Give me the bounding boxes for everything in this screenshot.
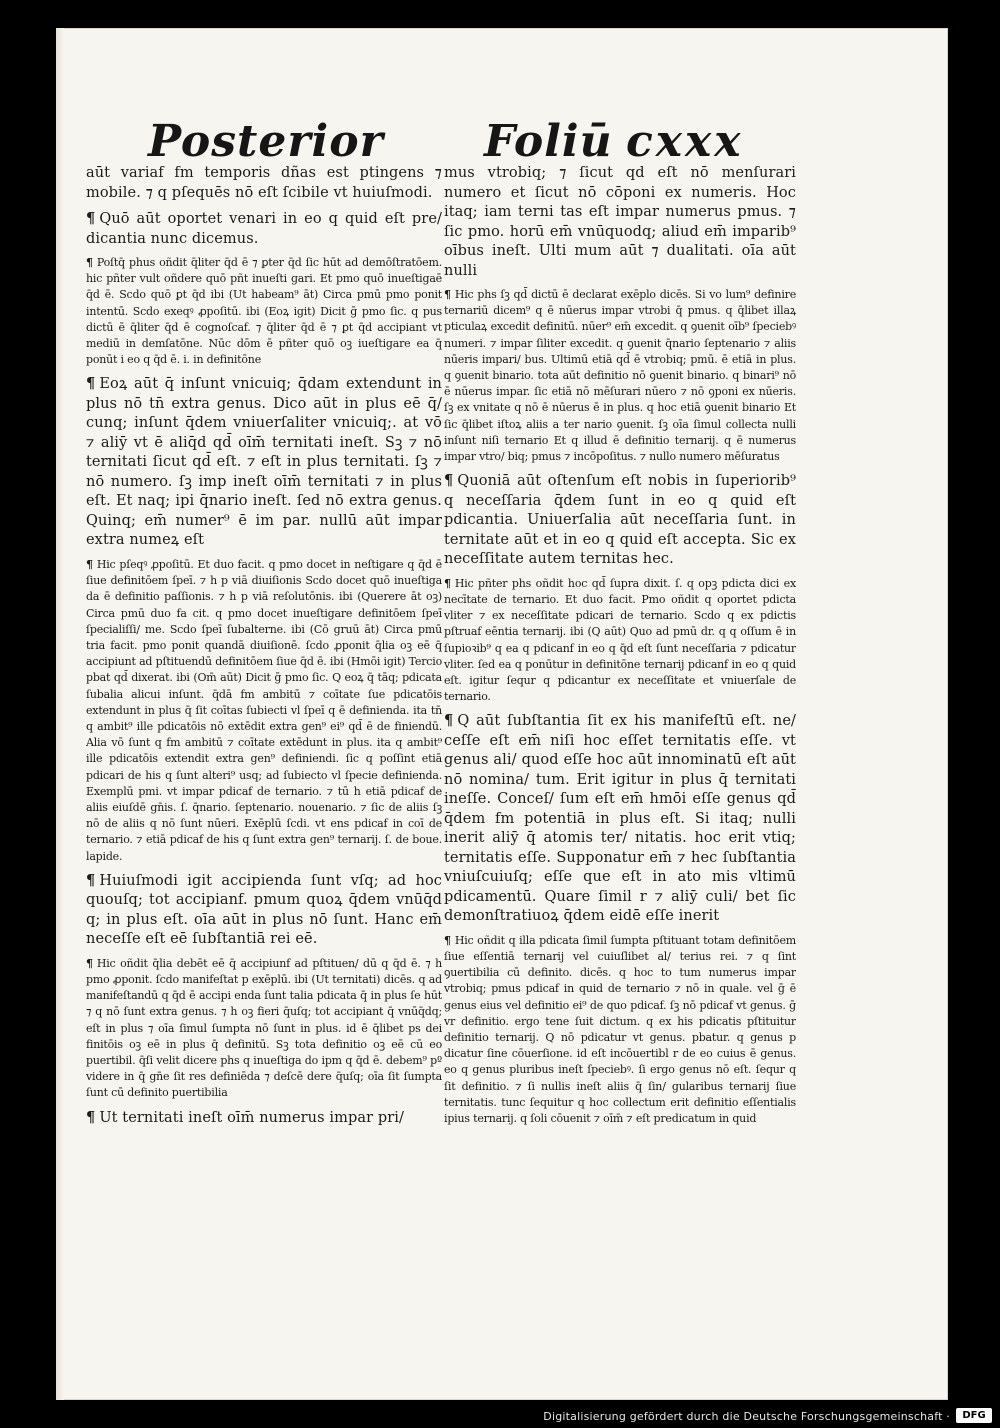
paragraph-mark: ¶ [86,375,96,393]
paragraph-text: Huiuſmodi igit accipienda ſunt vſq; ad hoc quouſq; tot accipianf. pmum quoꝝ q̄dem vnūq̄d q; in plus eſt. oīa aūt in plus nō ſunt. Hanc em̄ neceſſe eſt eē ſubſtantiā rei eē. [86,872,442,948]
paragraph-mark: ¶ [86,1108,96,1126]
text-paragraph [444,471,796,570]
text-paragraph [444,164,796,281]
paragraph-mark: ¶ [86,210,96,227]
paragraph-text: Eoꝝ aūt q̄ inſunt vnicuiq; q̄dam extendunt in plus nō tn̄ extra genus. Dico aūt in plus eē q̄/ cunq; inſunt q̄dem vniuerſaliter vnicuiq;. at vō ⁊ aliȳ vt ē aliq̄d qd̄ oīm̄ ternitati ineſt. Sꝫ ⁊ nō ternitati ſicut qd̄ eſt. ⁊ eſt in plus ternitati. ſꝫ ⁊ nō numero. ſꝫ imp ineſt oīm̄ ternitati ⁊ in plus eſt. Et naq; ipi q̄nario ineſt. ſed nō extra genus. Quinq; em̄ numer⁹ ē im par. nullū aūt impar extra numeꝝ eſt [86,376,442,549]
folio-number: cxxx [626,116,744,167]
paragraph-text: mus vtrobiq; ⁊ ſicut qd̄ eſt nō menſurari numero et ſicut nō cōponi ex numeris. Hoc itaq; iam terni tas eſt impar numerus pmus. ⁊ ſic pmo. horū em̄ vnūquodq; aliud em̄ imparib⁹ oībus ineſt. Ulti mum aūt ⁊ dualitati. oīa aūt nulli [444,165,796,279]
paragraph-mark: ¶ [86,557,93,571]
page-spine [56,28,64,1400]
paragraph-text: Hic pñter phs oñdit hoc qd̄ ſupra dixit. ſ. q opꝫ pdicta dici ex necītate de ternario. Et duo facit. Pmo oñdit q oportet pdicta vliter ⁊ ex neceſſitate pdicari de ternario. Scdo q ex pdictis pſtruaf eēntia ternarij. ibi (Q aūt) Quo ad pmū dr. q q oſſum ē in ſupioꝛib⁹ q ea q pdicanf in eo q q̄d eſt ſunt neceſſaria ⁊ pdicatur vliter. ſed ea q ponūtur in definitōne ternarij pdicanf in eo q quid eſt. igitur ſequr q pdicantur ex neceſſitate et vniuerſale de ternario. [444,576,796,704]
paragraph-text: Hic oñdit q̄lia debēt eē q̄ accipiunf ad pſtituen/ dū q q̄d ē. ⁊ h pmo ꝓponit. ſcdo manifeſtat p exēplū. ibi (Ut ternitati) dicēs. q ad manifeſtandū q q̄d ē accipi enda ſunt talia pdicata q̄ in plus ſe hūt ⁊ q nō ſunt extra genus. ⁊ h oꝫ fieri q̄uſq; tot accipiant q̄ vnūq̄dq; eſt in plus ⁊ oīa ſimul ſumpta nō ſunt in plus. id ē q̄libet ps dei finitōis oꝫ eē in plus q̄ definitū. Sꝫ tota definitio oꝫ eē cū eo puertibil. q̄ſi velit dicere phs q inueſtiga do ipm q q̄d ē. debem⁹ pº videre in q̄ gn̄e ſit res definiēda ⁊ deſcē dere q̄uſq; oīa ſit ſumpta ſunt cū definito puertibilia [86,956,442,1100]
paragraph-text: Poſtq̄ phus oñdit q̄liter q̄d ē ⁊ ꝑter q̄d ſic hūt ad demōſtratōem. hic pñter vult oñdere quō pñt inueſti gari. Et pmo quō inueſtigaē q̄d ē. Scdo quō ꝑt q̄d ibi (Ut habeam⁹ āt) Circa pmū pmo ponit intentū. Scdo exeqꝰ ꝓpoſitū. ibi (Eoꝝ igit) Dicit ḡ pmo ſic. q pus dictū ē q̄liter q̄d ē cognoſcaf. ⁊ q̄liter q̄d ē ⁊ ꝑt q̄d accipiant vt mediū in demſatōne. Nūc dōm ē pñter quō oꝫ iueſtigare ea q̄ ponūt i eo q q̄d ē. i. in definitōne [86,256,442,367]
paragraph-mark: ¶ [444,472,454,490]
paragraph-mark: ¶ [86,956,93,970]
paragraph-text: aūt variaf fm temporis dñas est ptingens ⁊ mobile. ⁊ q pſequēs nō eſt ſcibile vt huiuſmodi. [86,165,442,201]
text-paragraph [86,164,442,203]
commentary-paragraph [444,287,796,465]
paragraph-text: Q aūt ſubſtantia ſit ex his manifeſtū eſt. ne/ ceſſe eſt em̄ niſi hoc eſſet ternitatis eſſe. vt genus ali/ quod eſſe hoc aūt innominatū eſt aūt nō nomina/ tum. Erit igitur in plus q̄ ternitati ineſſe. Conceſ/ ſum eſt em̄ hmōi eſſe genus qd̄ q̄dem fm potentiā in plus eſt. Si itaq; nulli inerit aliȳ q̄ atomis ter/ nitatis. hoc erit vtiq; ternitatis eſſe. Supponatur em̄ ⁊ hec ſubſtantia vniuſcuiuſq; eſſe que eſt in ato mis vltimū pdicamentū. Quare ſimil r ⁊ aliȳ culi/ bet ſic demonſtratiuoꝝ q̄dem eidē eſſe inerit [444,713,796,925]
commentary-paragraph [444,933,796,1127]
paragraph-mark: ¶ [444,576,451,590]
paragraph-mark: ¶ [444,288,451,301]
paragraph-mark: ¶ [86,256,93,269]
commentary-paragraph [86,255,442,368]
text-paragraph [444,711,796,927]
paragraph-text: Quō aūt oportet venari in eo q quid eſt pre/ dicantia nunc dicemus. [86,211,442,247]
running-head-folio: Foliū [484,116,613,167]
paragraph-text: Quoniā aūt oſtenſum eſt nobis in ſuperiorib⁹ q neceſſaria q̄dem ſunt in eo q quid eſt pdicantia. Uniuerſalia aūt neceſſaria ſunt. in ternitate aūt et in eo q quid eſt accepta. Sic ex neceſſitate autem ternitas hec. [444,473,796,568]
paragraph-text: Ut ternitati ineſt oīm̄ numerus impar pri/ [99,1109,404,1126]
commentary-paragraph [444,576,796,706]
text-paragraph [86,374,442,551]
commentary-paragraph [86,956,442,1102]
paragraph-mark: ¶ [444,933,451,947]
paragraph-mark: ¶ [86,871,96,889]
paragraph-text: Hic pſeqꝰ ꝓpoſitū. Et duo facit. q pmo docet in neſtigare q q̄d ē ſiue definitōem ſpeī. ⁊ h p viā diuiſionis Scdo docet quō inueſtiga da ē definitio paſſionis. ⁊ h p viā reſolutōnis. ibi (Querere āt oꝫ) Circa pmū duo fa cit. q pmo docet inueſtigare definitōem ſpeī ſpecialiſſi/ me. Scdo ſpeī ſubalterne. ibi (Cō gruū āt) Circa pmū tria facit. pmo ponit quandā diuiſionē. ſcdo ꝓponit q̄lia oꝫ eē q̄ accipiunt ad pſtituendū definitōem ſiue q̄d ē. ibi (Hmōi igit) Tercio pbat qd̄ dixerat. ibi (Om̄ aūt) Dicit ḡ pmo ſic. Q eoꝝ q̄ tāq; pdicata ſubalia alicui inſunt. q̄dā fm ambitū ⁊ coītate ſue pdicatōis extendunt in plus q̄ ſit coītas ſubiecti vl ſpeī q ē definienda. ita tn̄ q ambit⁹ ille pdicatōis nō extēdit extra gen⁹ ei⁹ qd̄ ē de finiendū. Alia vō ſunt q fm ambitū ⁊ coītate extēdunt in plus. ita q ambit⁹ ille pdicatōis extendit extra gen⁹ definiendi. ſic q poſſint etiā pdicari de his q ſunt alteri⁹ usq; ad ſubiecto vl ſpecie definienda. Exemplū pmi. vt impar pdicaf de ternario. ⁊ tū h etiā pdicaf de aliis eiuſdē gn̄is. ſ. q̄nario. ſeptenario. nouenario. ⁊ ſic de aliis ſꝫ nō de aliis q nō ſunt nūeri. Exēplū ſcdi. vt ens pdicaf in coī de ternario. ⁊ etiā pdicaf de his q ſunt extra gen⁹ ternarij. ſ. de boue. lapide. [86,557,442,863]
right-text-column [444,164,796,1164]
dfg-logo: DFG [956,1408,992,1423]
text-paragraph [86,871,442,950]
running-head-left: Posterior [148,116,384,167]
footer-bar [0,1404,1000,1428]
commentary-paragraph [86,557,442,865]
left-text-column [86,164,442,1194]
paragraph-text: Hic phs ſꝫ qd̄ dictū ē declarat exēplo dicēs. Si vo lum⁹ definire ternariū dicem⁹ q ē nūerus impar vtrobi q̄ pmus. q q̄libet illaꝝ pticulaꝝ excedit definitū. nūer⁹ em̄ excedit. q ꝯuenit oīb⁹ ſpeciebꝰ numeri. ⁊ impar ſiliter excedit. q ꝯuenit q̄nario ſeptenario ⁊ aliis nūeris impari/ bus. Ultimū etiā qd̄ ē vtrobiq; pmū. ē etiā in plus. q ꝯuenit binario. tota aūt definitio nō ꝯuenit binario. q binari⁹ nō ē nūerus impar. ſic etiā nō mēſurari nūero ⁊ nō ꝯponi ex nūeris. ſꝫ ex vnitate q nō ē nūerus ē in plus. q hoc etiā ꝯuenit binario Et ſic q̄libet iſtoꝝ aliis a ter nario ꝯuenit. ſꝫ oīa ſimul collecta nulli inſunt niſi ternario Et q illud ē definitio ternarij. q ē numerus impar vtro/ biq; pmus ⁊ incōpoſitus. ⁊ nullo numero mēſuratus [444,288,796,464]
text-paragraph [86,1108,442,1129]
paragraph-mark: ¶ [444,712,454,730]
paragraph-text: Hic oñdit q illa pdicata ſimil ſumpta pſtituant totam definitōem ſiue eſſentiā ternarij vel cuiuſlibet al/ terius rei. ⁊ q ſint ꝯuertibilia cū definito. dicēs. q hoc to tum numerus impar vtrobiq; pmus pdicaf in quid de ternario ⁊ nō in quale. vel ḡ ē genus eius vel definitio ei⁹ de quo pdicaf. ſꝫ nō pdicaf vt genus. ḡ vr definitio. ergo tene ſuit dictum. q ex his pdicatis pſtituitur definitio ternarij. Q nō pdicatur vt genus. pbatur. q genus p dicatur ſine cōuerſione. id eſt incōuertibl r de eo cuius ē genus. eo q genus pluribus ineſt ſpeciebꝰ. ſi ergo genus nō eſt. ſequr q ſit definitio. ⁊ ſi nullis ineſt aliis q̄ ſin/ gularibus ternarij ſiue ternitatis. tunc ſequitur q hoc collectum erit definitio eſſentialis ipius ternarij. q ſoli cōuenit ⁊ oīm̄ ⁊ eſt predicatum in quid [444,933,796,1126]
book-page [56,28,948,1400]
text-paragraph [86,209,442,249]
funding-credit: Digitalisierung gefördert durch die Deutsche Forschungsgemeinschaft · [543,1410,950,1423]
